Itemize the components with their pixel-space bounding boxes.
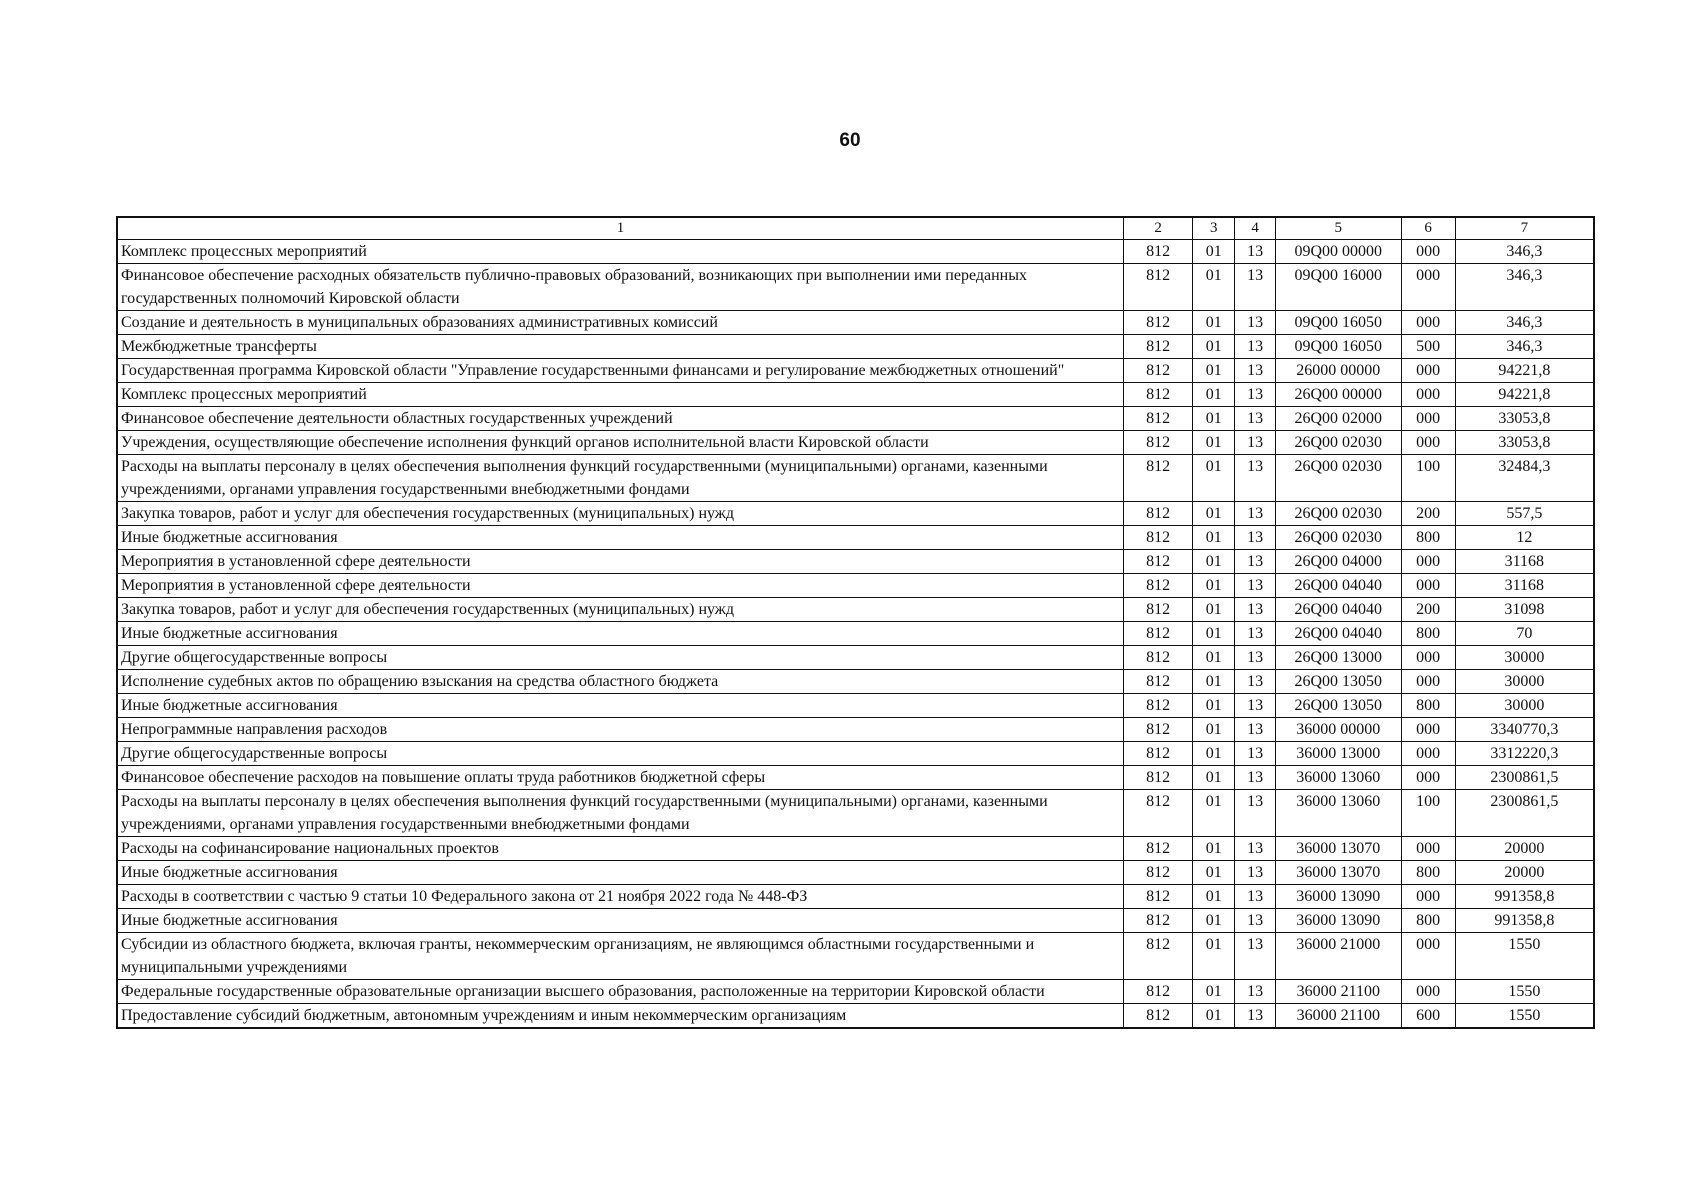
table-row xyxy=(117,980,1594,1004)
expense-name-cell: Создание и деятельность в муниципальных образованиях административных комиссий xyxy=(117,311,1123,335)
table-row xyxy=(117,526,1594,550)
table-row xyxy=(117,861,1594,885)
target-article-code-cell: 26Q00 04040 xyxy=(1276,622,1402,646)
amount-cell: 94221,8 xyxy=(1455,359,1594,383)
section-code-cell: 01 xyxy=(1193,646,1235,670)
amount-cell: 94221,8 xyxy=(1455,383,1594,407)
amount-cell: 12 xyxy=(1455,526,1594,550)
amount-cell: 991358,8 xyxy=(1455,909,1594,933)
ministry-code-cell: 812 xyxy=(1123,311,1192,335)
target-article-code-cell: 26000 00000 xyxy=(1276,359,1402,383)
target-article-code-cell: 36000 13070 xyxy=(1276,837,1402,861)
expense-type-code-cell: 000 xyxy=(1401,885,1455,909)
expense-name-cell: Финансовое обеспечение расходных обязательств публично-правовых образований, возникающих при выполнении ими переданных государственных полномочий Кировской области xyxy=(117,264,1123,311)
section-code-cell: 01 xyxy=(1193,335,1235,359)
subsection-code-cell: 13 xyxy=(1235,383,1276,407)
ministry-code-cell: 812 xyxy=(1123,909,1192,933)
column-header-6: 6 xyxy=(1401,217,1455,240)
expense-type-code-cell: 800 xyxy=(1401,909,1455,933)
subsection-code-cell: 13 xyxy=(1235,526,1276,550)
table-row xyxy=(117,407,1594,431)
ministry-code-cell: 812 xyxy=(1123,335,1192,359)
section-code-cell: 01 xyxy=(1193,550,1235,574)
expense-type-code-cell: 000 xyxy=(1401,359,1455,383)
table-row xyxy=(117,431,1594,455)
target-article-code-cell: 26Q00 13000 xyxy=(1276,646,1402,670)
table-row xyxy=(117,335,1594,359)
table-header xyxy=(117,217,1594,240)
section-code-cell: 01 xyxy=(1193,670,1235,694)
expense-name-cell: Расходы на выплаты персоналу в целях обеспечения выполнения функций государственными (муниципальными) органами, казенными учреждениями, органами управления государственными внебюджетными фондами xyxy=(117,455,1123,502)
target-article-code-cell: 36000 13090 xyxy=(1276,885,1402,909)
target-article-code-cell: 26Q00 13050 xyxy=(1276,694,1402,718)
page-number: 60 xyxy=(839,130,861,151)
amount-cell: 33053,8 xyxy=(1455,431,1594,455)
target-article-code-cell: 36000 13090 xyxy=(1276,909,1402,933)
target-article-code-cell: 26Q00 04040 xyxy=(1276,574,1402,598)
ministry-code-cell: 812 xyxy=(1123,598,1192,622)
expense-type-code-cell: 000 xyxy=(1401,240,1455,264)
expense-type-code-cell: 000 xyxy=(1401,383,1455,407)
target-article-code-cell: 09Q00 16050 xyxy=(1276,311,1402,335)
subsection-code-cell: 13 xyxy=(1235,694,1276,718)
expense-type-code-cell: 000 xyxy=(1401,742,1455,766)
expense-name-cell: Иные бюджетные ассигнования xyxy=(117,909,1123,933)
target-article-code-cell: 26Q00 13050 xyxy=(1276,670,1402,694)
target-article-code-cell: 26Q00 02000 xyxy=(1276,407,1402,431)
section-code-cell: 01 xyxy=(1193,359,1235,383)
expense-name-cell: Иные бюджетные ассигнования xyxy=(117,861,1123,885)
target-article-code-cell: 36000 21100 xyxy=(1276,1004,1402,1029)
ministry-code-cell: 812 xyxy=(1123,264,1192,311)
subsection-code-cell: 13 xyxy=(1235,742,1276,766)
table-row xyxy=(117,1004,1594,1029)
expense-type-code-cell: 000 xyxy=(1401,646,1455,670)
target-article-code-cell: 36000 21000 xyxy=(1276,933,1402,980)
target-article-code-cell: 09Q00 16050 xyxy=(1276,335,1402,359)
target-article-code-cell: 26Q00 04040 xyxy=(1276,598,1402,622)
table-row xyxy=(117,766,1594,790)
amount-cell: 2300861,5 xyxy=(1455,766,1594,790)
ministry-code-cell: 812 xyxy=(1123,550,1192,574)
ministry-code-cell: 812 xyxy=(1123,407,1192,431)
expense-name-cell: Мероприятия в установленной сфере деятельности xyxy=(117,574,1123,598)
expense-type-code-cell: 100 xyxy=(1401,790,1455,837)
subsection-code-cell: 13 xyxy=(1235,311,1276,335)
table-row xyxy=(117,742,1594,766)
expense-name-cell: Закупка товаров, работ и услуг для обеспечения государственных (муниципальных) нужд xyxy=(117,598,1123,622)
subsection-code-cell: 13 xyxy=(1235,790,1276,837)
ministry-code-cell: 812 xyxy=(1123,526,1192,550)
amount-cell: 20000 xyxy=(1455,837,1594,861)
ministry-code-cell: 812 xyxy=(1123,383,1192,407)
section-code-cell: 01 xyxy=(1193,455,1235,502)
subsection-code-cell: 13 xyxy=(1235,718,1276,742)
section-code-cell: 01 xyxy=(1193,694,1235,718)
ministry-code-cell: 812 xyxy=(1123,622,1192,646)
ministry-code-cell: 812 xyxy=(1123,885,1192,909)
target-article-code-cell: 36000 13000 xyxy=(1276,742,1402,766)
expense-type-code-cell: 000 xyxy=(1401,766,1455,790)
expense-type-code-cell: 000 xyxy=(1401,264,1455,311)
amount-cell: 346,3 xyxy=(1455,240,1594,264)
subsection-code-cell: 13 xyxy=(1235,574,1276,598)
column-header-3: 3 xyxy=(1193,217,1235,240)
table-row xyxy=(117,502,1594,526)
expense-type-code-cell: 800 xyxy=(1401,694,1455,718)
expense-name-cell: Государственная программа Кировской области "Управление государственными финансами и регулирование межбюджетных отношений" xyxy=(117,359,1123,383)
subsection-code-cell: 13 xyxy=(1235,622,1276,646)
expense-type-code-cell: 200 xyxy=(1401,598,1455,622)
section-code-cell: 01 xyxy=(1193,407,1235,431)
amount-cell: 557,5 xyxy=(1455,502,1594,526)
section-code-cell: 01 xyxy=(1193,980,1235,1004)
expense-name-cell: Закупка товаров, работ и услуг для обеспечения государственных (муниципальных) нужд xyxy=(117,502,1123,526)
expense-name-cell: Комплекс процессных мероприятий xyxy=(117,240,1123,264)
ministry-code-cell: 812 xyxy=(1123,502,1192,526)
subsection-code-cell: 13 xyxy=(1235,766,1276,790)
amount-cell: 30000 xyxy=(1455,694,1594,718)
expense-name-cell: Другие общегосударственные вопросы xyxy=(117,646,1123,670)
expense-type-code-cell: 000 xyxy=(1401,574,1455,598)
expense-name-cell: Межбюджетные трансферты xyxy=(117,335,1123,359)
subsection-code-cell: 13 xyxy=(1235,909,1276,933)
table-row xyxy=(117,622,1594,646)
subsection-code-cell: 13 xyxy=(1235,861,1276,885)
table-row xyxy=(117,646,1594,670)
subsection-code-cell: 13 xyxy=(1235,598,1276,622)
amount-cell: 32484,3 xyxy=(1455,455,1594,502)
subsection-code-cell: 13 xyxy=(1235,837,1276,861)
table-row xyxy=(117,837,1594,861)
target-article-code-cell: 36000 13070 xyxy=(1276,861,1402,885)
expense-type-code-cell: 000 xyxy=(1401,311,1455,335)
subsection-code-cell: 13 xyxy=(1235,335,1276,359)
subsection-code-cell: 13 xyxy=(1235,670,1276,694)
amount-cell: 31098 xyxy=(1455,598,1594,622)
subsection-code-cell: 13 xyxy=(1235,431,1276,455)
target-article-code-cell: 09Q00 00000 xyxy=(1276,240,1402,264)
subsection-code-cell: 13 xyxy=(1235,407,1276,431)
subsection-code-cell: 13 xyxy=(1235,933,1276,980)
ministry-code-cell: 812 xyxy=(1123,790,1192,837)
expense-type-code-cell: 000 xyxy=(1401,980,1455,1004)
section-code-cell: 01 xyxy=(1193,264,1235,311)
table-row xyxy=(117,383,1594,407)
expense-type-code-cell: 200 xyxy=(1401,502,1455,526)
amount-cell: 1550 xyxy=(1455,980,1594,1004)
section-code-cell: 01 xyxy=(1193,526,1235,550)
ministry-code-cell: 812 xyxy=(1123,646,1192,670)
ministry-code-cell: 812 xyxy=(1123,670,1192,694)
subsection-code-cell: 13 xyxy=(1235,646,1276,670)
column-header-4: 4 xyxy=(1235,217,1276,240)
ministry-code-cell: 812 xyxy=(1123,574,1192,598)
expense-type-code-cell: 000 xyxy=(1401,550,1455,574)
expense-type-code-cell: 000 xyxy=(1401,933,1455,980)
column-header-5: 5 xyxy=(1276,217,1402,240)
table-row xyxy=(117,598,1594,622)
expense-name-cell: Мероприятия в установленной сфере деятельности xyxy=(117,550,1123,574)
section-code-cell: 01 xyxy=(1193,502,1235,526)
table-row xyxy=(117,670,1594,694)
amount-cell: 31168 xyxy=(1455,574,1594,598)
target-article-code-cell: 09Q00 16000 xyxy=(1276,264,1402,311)
ministry-code-cell: 812 xyxy=(1123,240,1192,264)
column-header-2: 2 xyxy=(1123,217,1192,240)
column-header-7: 7 xyxy=(1455,217,1594,240)
target-article-code-cell: 26Q00 04000 xyxy=(1276,550,1402,574)
table-row xyxy=(117,574,1594,598)
ministry-code-cell: 812 xyxy=(1123,742,1192,766)
ministry-code-cell: 812 xyxy=(1123,694,1192,718)
table-row xyxy=(117,718,1594,742)
expense-name-cell: Другие общегосударственные вопросы xyxy=(117,742,1123,766)
section-code-cell: 01 xyxy=(1193,766,1235,790)
subsection-code-cell: 13 xyxy=(1235,359,1276,383)
expense-type-code-cell: 000 xyxy=(1401,718,1455,742)
amount-cell: 991358,8 xyxy=(1455,885,1594,909)
table-row xyxy=(117,455,1594,502)
section-code-cell: 01 xyxy=(1193,598,1235,622)
expense-name-cell: Расходы на выплаты персоналу в целях обеспечения выполнения функций государственными (муниципальными) органами, казенными учреждениями, органами управления государственными внебюджетными фондами xyxy=(117,790,1123,837)
expense-type-code-cell: 000 xyxy=(1401,670,1455,694)
table-row xyxy=(117,909,1594,933)
expense-type-code-cell: 100 xyxy=(1401,455,1455,502)
amount-cell: 33053,8 xyxy=(1455,407,1594,431)
header-row xyxy=(117,217,1594,240)
section-code-cell: 01 xyxy=(1193,742,1235,766)
section-code-cell: 01 xyxy=(1193,718,1235,742)
table-row xyxy=(117,933,1594,980)
amount-cell: 1550 xyxy=(1455,1004,1594,1029)
target-article-code-cell: 26Q00 02030 xyxy=(1276,455,1402,502)
section-code-cell: 01 xyxy=(1193,1004,1235,1029)
target-article-code-cell: 26Q00 02030 xyxy=(1276,526,1402,550)
table-row xyxy=(117,359,1594,383)
amount-cell: 346,3 xyxy=(1455,264,1594,311)
target-article-code-cell: 26Q00 00000 xyxy=(1276,383,1402,407)
section-code-cell: 01 xyxy=(1193,574,1235,598)
table-body xyxy=(117,240,1594,1029)
amount-cell: 3312220,3 xyxy=(1455,742,1594,766)
ministry-code-cell: 812 xyxy=(1123,455,1192,502)
ministry-code-cell: 812 xyxy=(1123,718,1192,742)
expense-type-code-cell: 800 xyxy=(1401,861,1455,885)
subsection-code-cell: 13 xyxy=(1235,240,1276,264)
section-code-cell: 01 xyxy=(1193,837,1235,861)
section-code-cell: 01 xyxy=(1193,790,1235,837)
section-code-cell: 01 xyxy=(1193,311,1235,335)
target-article-code-cell: 36000 13060 xyxy=(1276,790,1402,837)
table-row xyxy=(117,790,1594,837)
target-article-code-cell: 26Q00 02030 xyxy=(1276,431,1402,455)
table-row xyxy=(117,240,1594,264)
table-row xyxy=(117,550,1594,574)
target-article-code-cell: 36000 13060 xyxy=(1276,766,1402,790)
expense-name-cell: Комплекс процессных мероприятий xyxy=(117,383,1123,407)
expense-name-cell: Федеральные государственные образовательные организации высшего образования, расположенные на территории Кировской области xyxy=(117,980,1123,1004)
target-article-code-cell: 26Q00 02030 xyxy=(1276,502,1402,526)
budget-table xyxy=(116,216,1595,1029)
expense-type-code-cell: 000 xyxy=(1401,837,1455,861)
table-row xyxy=(117,885,1594,909)
section-code-cell: 01 xyxy=(1193,431,1235,455)
section-code-cell: 01 xyxy=(1193,240,1235,264)
subsection-code-cell: 13 xyxy=(1235,980,1276,1004)
expense-name-cell: Исполнение судебных актов по обращению взыскания на средства областного бюджета xyxy=(117,670,1123,694)
expense-type-code-cell: 800 xyxy=(1401,526,1455,550)
ministry-code-cell: 812 xyxy=(1123,431,1192,455)
expense-name-cell: Расходы в соответствии с частью 9 статьи 10 Федерального закона от 21 ноября 2022 года № 448-ФЗ xyxy=(117,885,1123,909)
section-code-cell: 01 xyxy=(1193,885,1235,909)
ministry-code-cell: 812 xyxy=(1123,766,1192,790)
expense-name-cell: Непрограммные направления расходов xyxy=(117,718,1123,742)
section-code-cell: 01 xyxy=(1193,622,1235,646)
expense-name-cell: Иные бюджетные ассигнования xyxy=(117,526,1123,550)
ministry-code-cell: 812 xyxy=(1123,861,1192,885)
expense-type-code-cell: 500 xyxy=(1401,335,1455,359)
expense-type-code-cell: 800 xyxy=(1401,622,1455,646)
amount-cell: 1550 xyxy=(1455,933,1594,980)
table-row xyxy=(117,694,1594,718)
subsection-code-cell: 13 xyxy=(1235,502,1276,526)
ministry-code-cell: 812 xyxy=(1123,980,1192,1004)
ministry-code-cell: 812 xyxy=(1123,1004,1192,1029)
amount-cell: 30000 xyxy=(1455,670,1594,694)
amount-cell: 3340770,3 xyxy=(1455,718,1594,742)
expense-name-cell: Финансовое обеспечение расходов на повышение оплаты труда работников бюджетной сферы xyxy=(117,766,1123,790)
subsection-code-cell: 13 xyxy=(1235,1004,1276,1029)
section-code-cell: 01 xyxy=(1193,383,1235,407)
subsection-code-cell: 13 xyxy=(1235,264,1276,311)
target-article-code-cell: 36000 00000 xyxy=(1276,718,1402,742)
ministry-code-cell: 812 xyxy=(1123,933,1192,980)
column-header-1: 1 xyxy=(117,217,1123,240)
expense-name-cell: Субсидии из областного бюджета, включая гранты, некоммерческим организациям, не являющимся областными государственными и муниципальными учреждениями xyxy=(117,933,1123,980)
expense-name-cell: Учреждения, осуществляющие обеспечение исполнения функций органов исполнительной власти Кировской области xyxy=(117,431,1123,455)
expense-type-code-cell: 600 xyxy=(1401,1004,1455,1029)
subsection-code-cell: 13 xyxy=(1235,455,1276,502)
section-code-cell: 01 xyxy=(1193,909,1235,933)
section-code-cell: 01 xyxy=(1193,861,1235,885)
expense-type-code-cell: 000 xyxy=(1401,431,1455,455)
amount-cell: 20000 xyxy=(1455,861,1594,885)
expense-type-code-cell: 000 xyxy=(1401,407,1455,431)
expense-name-cell: Иные бюджетные ассигнования xyxy=(117,622,1123,646)
subsection-code-cell: 13 xyxy=(1235,550,1276,574)
ministry-code-cell: 812 xyxy=(1123,359,1192,383)
amount-cell: 31168 xyxy=(1455,550,1594,574)
amount-cell: 70 xyxy=(1455,622,1594,646)
amount-cell: 30000 xyxy=(1455,646,1594,670)
amount-cell: 346,3 xyxy=(1455,335,1594,359)
expense-name-cell: Иные бюджетные ассигнования xyxy=(117,694,1123,718)
table-row xyxy=(117,264,1594,311)
expense-name-cell: Расходы на софинансирование национальных проектов xyxy=(117,837,1123,861)
target-article-code-cell: 36000 21100 xyxy=(1276,980,1402,1004)
expense-name-cell: Предоставление субсидий бюджетным, автономным учреждениям и иным некоммерческим организациям xyxy=(117,1004,1123,1029)
amount-cell: 2300861,5 xyxy=(1455,790,1594,837)
table-row xyxy=(117,311,1594,335)
amount-cell: 346,3 xyxy=(1455,311,1594,335)
section-code-cell: 01 xyxy=(1193,933,1235,980)
ministry-code-cell: 812 xyxy=(1123,837,1192,861)
expense-name-cell: Финансовое обеспечение деятельности областных государственных учреждений xyxy=(117,407,1123,431)
subsection-code-cell: 13 xyxy=(1235,885,1276,909)
